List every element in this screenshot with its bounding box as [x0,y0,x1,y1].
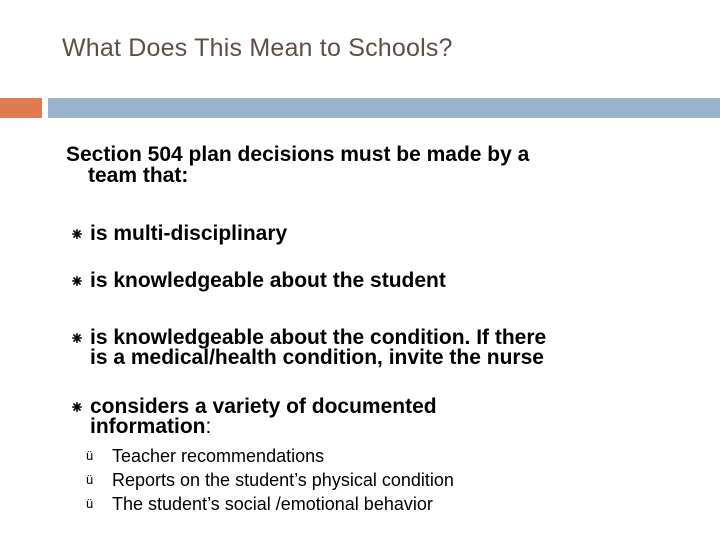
intro-line-1: Section 504 plan decisions must be made by a [66,143,530,166]
bullet-text [90,224,690,244]
bullet-line: is knowledgeable about the condition. If there [90,326,547,349]
check-icon: ü [86,472,94,487]
asterisk-bullet-icon [72,402,82,412]
asterisk-bullet-icon [72,229,82,239]
sub-list [86,444,646,516]
check-icon: ü [86,496,94,511]
bullet-line [90,417,690,437]
intro-line-2: team that: [88,164,189,187]
bullet-line: is knowledgeable about the student [90,269,446,292]
sub-list-item [86,468,646,492]
bullet-line: considers a variety of documented [90,395,437,418]
bullet-text [90,328,690,368]
sub-list-item-text: The student’s social /emotional behavior [112,494,433,514]
asterisk-bullet-icon [72,333,82,343]
sub-list-item-text: Reports on the student’s physical condition [112,470,454,490]
bullet-text [90,397,690,437]
bullet-line-colon: : [205,415,212,438]
slide-title: What Does This Mean to Schools? [62,34,453,62]
intro-text [66,144,686,186]
sub-list-item [86,444,646,468]
title-rule [48,98,720,118]
check-icon: ü [86,448,94,463]
bullet-line-text: information [90,415,206,438]
bullet-text [90,271,690,291]
sub-list-item [86,492,646,516]
asterisk-bullet-icon [72,276,82,286]
bullet-line: is multi-disciplinary [90,222,288,245]
sub-list-item-text: Teacher recommendations [112,446,325,466]
title-accent-bar [0,98,42,118]
bullet-line: is a medical/health condition, invite the nurse [90,346,544,369]
